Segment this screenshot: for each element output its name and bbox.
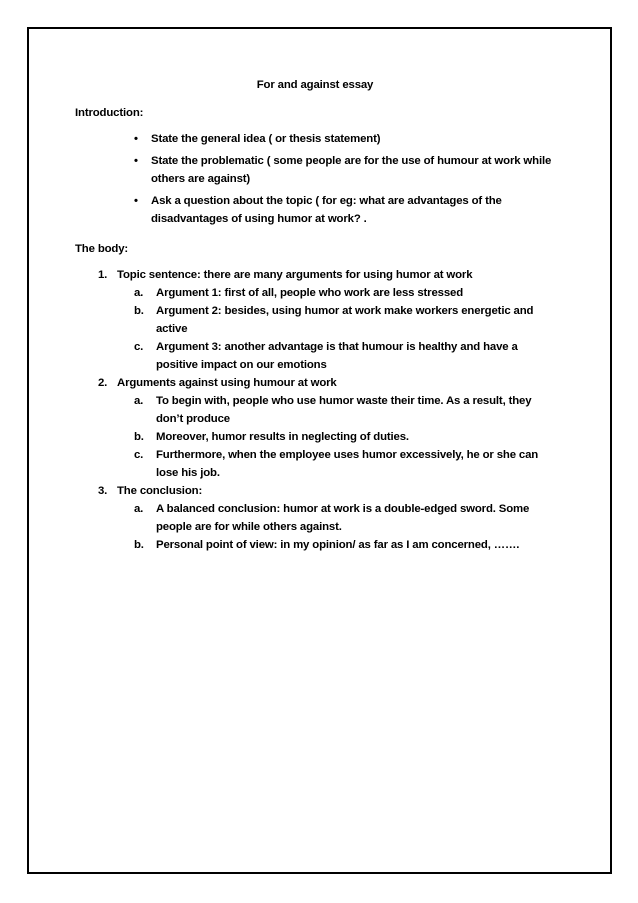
bullet-icon: • — [134, 133, 138, 145]
body-heading: The body: — [75, 243, 129, 255]
list-item-text: Ask a question about the topic ( for eg: what are advantages of the disadvantages of using humor at work? . — [151, 195, 502, 225]
sub-list-text: Furthermore, when the employee uses humor excessively, he or she can lose his job. — [156, 449, 539, 479]
sub-list-text: To begin with, people who use humor waste their time. As a result, they don’t produce — [156, 395, 532, 425]
list-number: 1. — [98, 269, 108, 281]
sub-list-item — [117, 392, 555, 428]
sub-list-item — [117, 284, 555, 302]
list-item — [75, 482, 555, 554]
sub-list-item — [117, 302, 555, 338]
introduction-list — [75, 130, 555, 228]
sub-list-letter: b. — [134, 305, 144, 317]
sub-list-letter: b. — [134, 539, 144, 551]
sub-list-text: Argument 3: another advantage is that humour is healthy and have a positive impact on our emotions — [156, 341, 518, 371]
essay-outline — [75, 76, 555, 554]
sub-list-item — [117, 500, 555, 536]
list-item-text: Topic sentence: there are many arguments for using humor at work — [117, 269, 473, 281]
bullet-icon: • — [134, 155, 138, 167]
sub-list-letter: b. — [134, 431, 144, 443]
list-item-text: State the problematic ( some people are for the use of humour at work while others are against) — [151, 155, 552, 185]
sub-list-item — [117, 536, 555, 554]
list-item-text: The conclusion: — [117, 485, 203, 497]
sub-list-letter: a. — [134, 395, 144, 407]
list-item — [75, 192, 555, 228]
sub-list — [117, 500, 555, 554]
sub-list-text: A balanced conclusion: humor at work is a double-edged sword. Some people are for while others against. — [156, 503, 530, 533]
sub-list-item — [117, 338, 555, 374]
page-title: For and against essay — [256, 79, 374, 91]
list-number: 2. — [98, 377, 108, 389]
sub-list — [117, 392, 555, 482]
sub-list-letter: a. — [134, 503, 144, 515]
body-list — [75, 266, 555, 554]
sub-list-letter: a. — [134, 287, 144, 299]
sub-list-text: Argument 1: first of all, people who work are less stressed — [156, 287, 464, 299]
sub-list-text: Personal point of view: in my opinion/ as far as I am concerned, ……. — [156, 539, 520, 551]
list-item — [75, 266, 555, 374]
sub-list — [117, 284, 555, 374]
sub-list-item — [117, 428, 555, 446]
list-item — [75, 152, 555, 188]
sub-list-text: Moreover, humor results in neglecting of duties. — [156, 431, 409, 443]
sub-list-letter: c. — [134, 341, 144, 353]
sub-list-item — [117, 446, 555, 482]
list-item-text: State the general idea ( or thesis statement) — [151, 133, 381, 145]
list-item-text: Arguments against using humour at work — [117, 377, 337, 389]
bullet-icon: • — [134, 195, 138, 207]
introduction-heading: Introduction: — [75, 107, 144, 119]
sub-list-letter: c. — [134, 449, 144, 461]
list-number: 3. — [98, 485, 108, 497]
sub-list-text: Argument 2: besides, using humor at work make workers energetic and active — [156, 305, 534, 335]
list-item — [75, 374, 555, 482]
list-item — [75, 130, 555, 148]
